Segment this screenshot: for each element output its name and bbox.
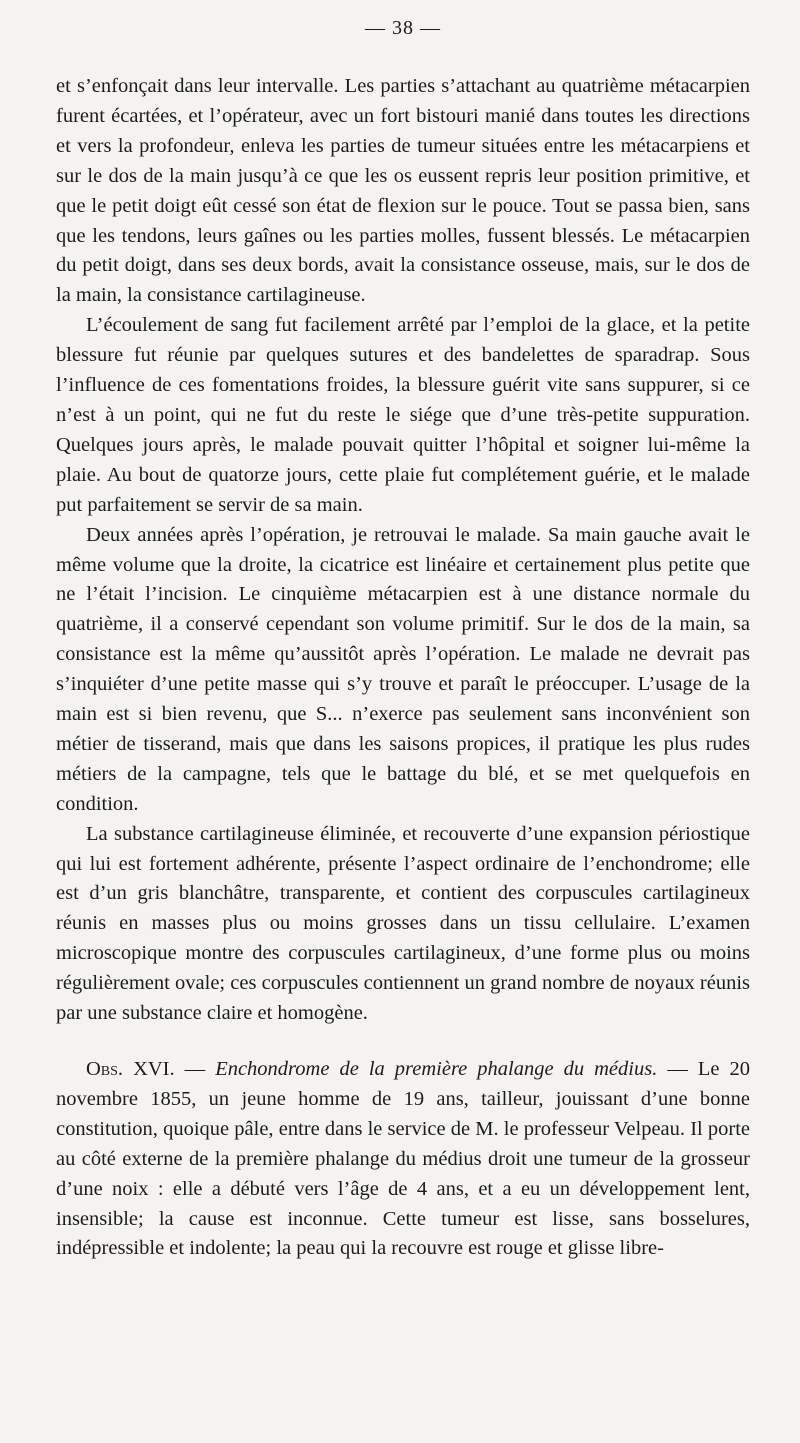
observation-title: Enchondrome de la première phalange du médius. <box>215 1058 658 1080</box>
observation-paragraph <box>56 1055 750 1264</box>
document-page <box>56 14 750 1264</box>
observation-dash: — <box>174 1058 216 1080</box>
observation-text: — Le 20 novembre 1855, un jeune homme de 19 ans, tailleur, jouissant d’une bonne constitution, quoique pâle, entre dans le service de M. le professeur Velpeau. Il porte au côté externe de la première phalange du médius droit une tumeur de la grosseur d’une noix : elle a débuté vers l’âge de 4 ans, et a eu un développement lent, insensible; la cause est inconnue. Cette tumeur est lisse, sans bosselures, indépressible et indolente; la peau qui la recouvre est rouge et glisse libre- <box>56 1058 751 1260</box>
paragraph-bleeding: L’écoulement de sang fut facilement arrêté par l’emploi de la glace, et la petite blessure fut réunie par quelques sutures et des bandelettes de sparadrap. Sous l’influence de ces fomentations froides, la blessure guérit vite sans suppurer, si ce n’est à un point, qui ne fut du reste le siége que d’une très-petite suppuration. Quelques jours après, le malade pouvait quitter l’hôpital et soigner lui-même la plaie. Au bout de quatorze jours, cette plaie fut complétement guérie, et le malade put parfaitement se servir de sa main. <box>56 314 750 516</box>
paragraph-continued: et s’enfonçait dans leur intervalle. Les parties s’attachant au quatrième métacarpien furent écartées, et l’opérateur, avec un fort bistouri manié dans toutes les directions et vers la profondeur, enleva les parties de tumeur situées entre les métacarpiens et sur le dos de la main jusqu’à ce que les os eussent repris leur position primitive, et que le petit doigt eût cessé son état de flexion sur le pouce. Tout se passa bien, sans que les tendons, leurs gaînes ou les parties molles, fussent blessés. Le métacarpien du petit doigt, dans ses deux bords, avait la consistance osseuse, mais, sur le dos de la main, la consistance cartilagineuse. <box>56 75 750 307</box>
page-number: — 38 — <box>365 17 441 39</box>
paragraph-substance: La substance cartilagineuse éliminée, et recouverte d’une expansion périostique qui lui est fortement adhérente, présente l’aspect ordinaire de l’enchondrome; elle est d’un gris blanchâtre, transparente, et contient des corpuscules cartilagineux réunis en masses plus ou moins grosses dans un tissu cellulaire. L’examen microscopique montre des corpuscules cartilagineux, d’une forme plus ou moins régulièrement ovale; ces corpuscules contiennent un grand nombre de noyaux réunis par une substance claire et homogène. <box>56 822 750 1025</box>
paragraph-two-years-later: Deux années après l’opération, je retrouvai le malade. Sa main gauche avait le même volume que la droite, la cicatrice est linéaire et certainement plus petite que ne l’était l’incision. Le cinquième métacarpien est à une distance normale du quatrième, il a conservé cependant son volume primitif. Sur le dos de la main, sa consistance est la même qu’aussitôt après l’opération. Le malade ne devrait pas s’inquiéter d’une petite masse qui s’y trouve et paraît le préoccuper. L’usage de la main est si bien revenu, que S... n’exerce pas seulement sans inconvénient son métier de tisserand, mais que dans les saisons propices, il pratique les plus rudes métiers de la campagne, tels que le battage du blé, et se met quelquefois en condition. <box>56 523 750 815</box>
observation-label: Obs. XVI. <box>86 1058 175 1080</box>
